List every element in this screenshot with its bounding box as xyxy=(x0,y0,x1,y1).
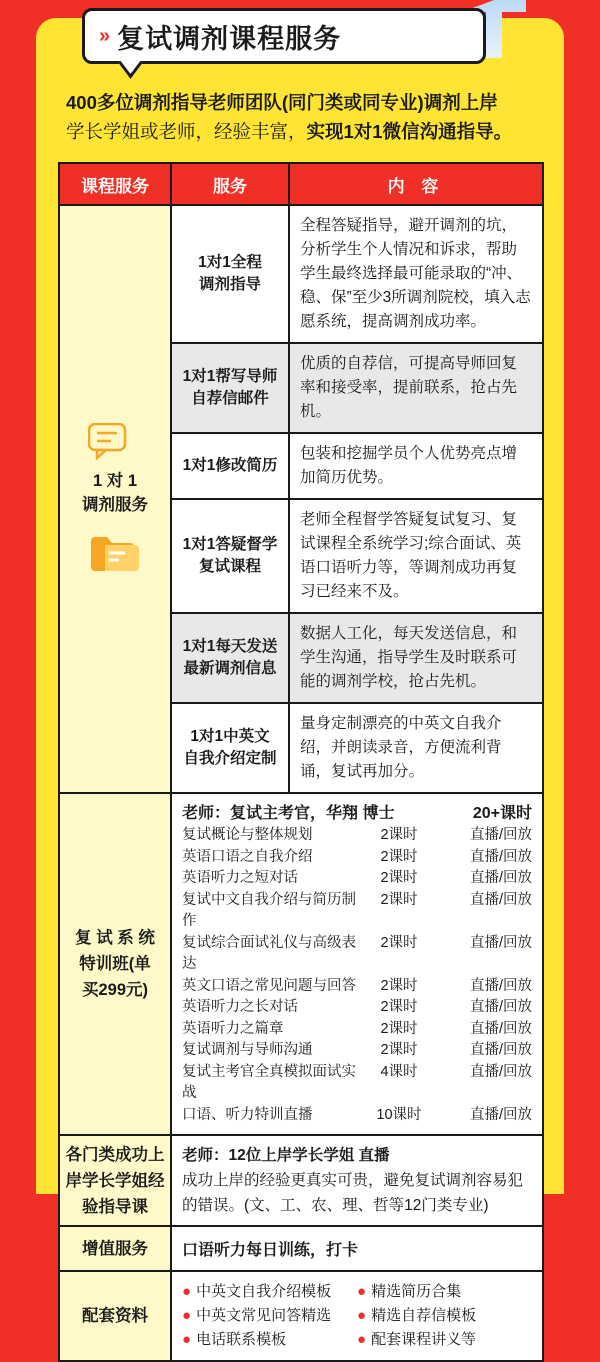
lesson-hours: 2课时 xyxy=(380,1020,418,1037)
table-section-value-added xyxy=(60,1227,542,1272)
service-name xyxy=(170,344,290,432)
table-row xyxy=(170,344,542,434)
section-label-line1: 1 对 1 xyxy=(92,472,138,490)
service-name-line2: 自我介绍定制 xyxy=(183,750,277,767)
service-name-line1: 1对1修改简历 xyxy=(182,457,278,474)
senior-label-line2: 岸学长学姐经 xyxy=(65,1171,165,1190)
lesson-hours: 2课时 xyxy=(380,934,418,951)
training-total-hours: 20+课时 xyxy=(472,805,532,822)
senior-label-line1: 各门类成功上 xyxy=(65,1145,165,1164)
service-name-line2: 自荐信邮件 xyxy=(191,390,269,407)
section-label-materials: 配套资料 xyxy=(60,1272,170,1360)
service-name xyxy=(170,614,290,702)
table-section-senior-experience xyxy=(60,1136,542,1227)
bullet-icon: ● xyxy=(182,1283,192,1300)
chevron-right-icon: » xyxy=(99,24,108,47)
lesson-type: 直播/回放 xyxy=(469,999,532,1015)
bullet-icon: ● xyxy=(357,1307,367,1324)
lesson-type: 直播/回放 xyxy=(469,848,532,865)
value-added-content: 口语听力每日训练，打卡 xyxy=(170,1227,542,1270)
list-item xyxy=(182,1328,357,1352)
material-label: 电话联系模板 xyxy=(196,1331,287,1348)
senior-teacher: 老师：12位上岸学长学姐 直播 xyxy=(182,1147,390,1164)
chat-icon xyxy=(88,423,142,461)
lesson-name: 英文口语之常见问题与回答 xyxy=(182,977,356,994)
lesson-type: 直播/回放 xyxy=(469,977,532,994)
lesson-name: 复试主考官全真模拟面试实战 xyxy=(182,1063,356,1101)
service-name-line1: 1对1中英文 xyxy=(190,728,270,745)
list-item xyxy=(357,1328,532,1352)
section-label-line2: 调剂服务 xyxy=(82,496,148,514)
one-on-one-subrows xyxy=(170,206,542,792)
section-label-one-on-one xyxy=(60,206,170,792)
table-row xyxy=(170,434,542,500)
material-label: 中英文自我介绍模板 xyxy=(196,1283,332,1300)
service-name xyxy=(170,704,290,792)
service-name-line1: 1对1每天发送 xyxy=(182,638,278,655)
lesson-hours: 2课时 xyxy=(380,891,418,908)
lesson-type: 直播/回放 xyxy=(469,827,532,843)
material-label: 精选简历合集 xyxy=(371,1283,462,1300)
intro-line1-rest: 调剂上岸 xyxy=(423,92,498,113)
lesson-type: 直播/回放 xyxy=(469,891,532,908)
bullet-icon: ● xyxy=(182,1331,192,1348)
table-row xyxy=(170,206,542,344)
lesson-name: 英语听力之篇章 xyxy=(182,1020,284,1037)
lesson-hours: 10课时 xyxy=(376,1106,422,1123)
header-banner xyxy=(82,8,486,64)
lesson-hours: 2课时 xyxy=(380,848,418,865)
header-course-service: 课程服务 xyxy=(81,176,149,196)
lesson-name: 复试调剂与导师沟通 xyxy=(182,1042,313,1058)
folder-icon xyxy=(87,527,143,575)
lesson-name: 复试概论与整体规划 xyxy=(182,827,313,843)
service-table xyxy=(58,162,544,1362)
lesson-type: 直播/回放 xyxy=(469,934,532,951)
bullet-icon: ● xyxy=(357,1331,367,1348)
table-row xyxy=(170,614,542,704)
table-section-one-on-one xyxy=(60,206,542,794)
senior-body: 成功上岸的经验更真实可贵，避免复试调剂容易犯的错误。(文、工、农、理、哲等12门类专业) xyxy=(182,1172,524,1214)
lesson-hours: 2课时 xyxy=(380,1042,418,1058)
table-row xyxy=(170,704,542,792)
lesson-row xyxy=(182,997,532,1019)
service-name-line2: 复试课程 xyxy=(198,558,261,575)
service-content: 数据人工化，每天发送信息，和学生沟通，指导学生及时联系可能的调剂学校，抢占先机。 xyxy=(300,625,518,690)
material-label: 配套课程讲义等 xyxy=(371,1331,477,1348)
lesson-type: 直播/回放 xyxy=(469,1106,532,1123)
senior-label-line3: 验指导课 xyxy=(82,1197,148,1216)
table-header-row xyxy=(60,164,542,206)
service-name-line2: 调剂指导 xyxy=(198,276,261,293)
list-item xyxy=(357,1304,532,1328)
intro-line2-thin: 学长学姐或老师，经验丰富， xyxy=(66,121,307,142)
service-name-line1: 1对1帮写导师 xyxy=(182,368,278,385)
lesson-row xyxy=(182,1040,532,1062)
header-service: 服务 xyxy=(170,164,290,204)
list-item xyxy=(182,1280,357,1304)
lesson-name: 复试综合面试礼仪与高级表达 xyxy=(182,934,356,972)
section-label-value-added: 增值服务 xyxy=(60,1227,170,1270)
training-label-line2: 特训班(单 xyxy=(79,955,151,973)
intro-line1-bold: 400多位调剂指导老师团队(同门类或同专业) xyxy=(66,92,424,113)
bullet-icon: ● xyxy=(357,1283,367,1300)
lesson-row xyxy=(182,825,532,847)
materials-content xyxy=(170,1272,542,1360)
lesson-row xyxy=(182,1105,532,1127)
service-content: 全程答疑指导，避开调剂的坑，分析学生个人情况和诉求，帮助学生最终选择最可能录取的“冲、稳、保”至少3所调剂院校，填入志愿系统，提高调剂成功率。 xyxy=(300,217,531,330)
lesson-type: 直播/回放 xyxy=(469,1063,532,1080)
lesson-type: 直播/回放 xyxy=(469,870,532,886)
intro-text xyxy=(66,88,536,146)
table-section-materials xyxy=(60,1272,542,1360)
lesson-row xyxy=(182,976,532,998)
lesson-name: 英语听力之短对话 xyxy=(182,870,298,886)
service-name-line1: 1对1全程 xyxy=(198,254,262,271)
service-content: 优质的自荐信，可提高导师回复率和接受率，提前联系，抢占先机。 xyxy=(300,355,518,420)
training-label-line3: 买299元) xyxy=(81,981,148,999)
section-label-senior-experience xyxy=(60,1136,170,1225)
bullet-icon: ● xyxy=(182,1307,192,1324)
training-class-content xyxy=(170,794,542,1134)
service-name xyxy=(170,206,290,342)
lesson-row xyxy=(182,933,532,976)
intro-line2-bold: 实现1对1微信沟通指导。 xyxy=(306,121,513,142)
lesson-hours: 2课时 xyxy=(380,870,418,886)
section-label-training-class xyxy=(60,794,170,1134)
lesson-row xyxy=(182,1019,532,1041)
material-label: 精选自荐信模板 xyxy=(371,1307,477,1324)
table-row xyxy=(170,500,542,614)
lesson-row xyxy=(182,890,532,933)
training-teacher: 老师：复试主考官，华翔 博士 xyxy=(182,805,395,822)
lesson-row xyxy=(182,1062,532,1105)
list-item xyxy=(182,1304,357,1328)
lesson-name: 英语口语之自我介绍 xyxy=(182,848,313,865)
lesson-type: 直播/回放 xyxy=(469,1042,532,1058)
training-teacher-row xyxy=(182,800,532,823)
list-item xyxy=(357,1280,532,1304)
service-name xyxy=(170,434,290,498)
lesson-name: 口语、听力特训直播 xyxy=(182,1106,313,1123)
senior-experience-content xyxy=(170,1136,542,1225)
service-name-line2: 最新调剂信息 xyxy=(183,660,277,677)
training-label-line1: 复 试 系 统 xyxy=(75,929,155,947)
service-name xyxy=(170,500,290,612)
lesson-name: 英语听力之长对话 xyxy=(182,999,298,1015)
page-title: 复试调剂课程服务 xyxy=(117,23,342,54)
lesson-row xyxy=(182,868,532,890)
lesson-type: 直播/回放 xyxy=(469,1020,532,1037)
lesson-hours: 2课时 xyxy=(380,977,418,994)
table-section-training-class xyxy=(60,794,542,1136)
header-content: 内 容 xyxy=(387,176,445,196)
material-label: 中英文常见问答精选 xyxy=(196,1307,332,1324)
service-content: 包装和挖掘学员个人优势亮点增加简历优势。 xyxy=(300,445,518,486)
service-content: 老师全程督学答疑复试复习、复试课程全系统学习;综合面试、英语口语听力等，等调剂成功再复习已经来不及。 xyxy=(300,511,522,600)
lesson-hours: 2课时 xyxy=(380,999,418,1015)
lesson-hours: 2课时 xyxy=(380,827,418,843)
service-name-line1: 1对1答疑督学 xyxy=(182,536,278,553)
lesson-name: 复试中文自我介绍与简历制作 xyxy=(182,891,356,929)
lesson-hours: 4课时 xyxy=(380,1063,418,1080)
lesson-row xyxy=(182,847,532,869)
service-content: 量身定制漂亮的中英文自我介绍，并朗读录音，方便流利背诵，复试再加分。 xyxy=(300,715,502,780)
